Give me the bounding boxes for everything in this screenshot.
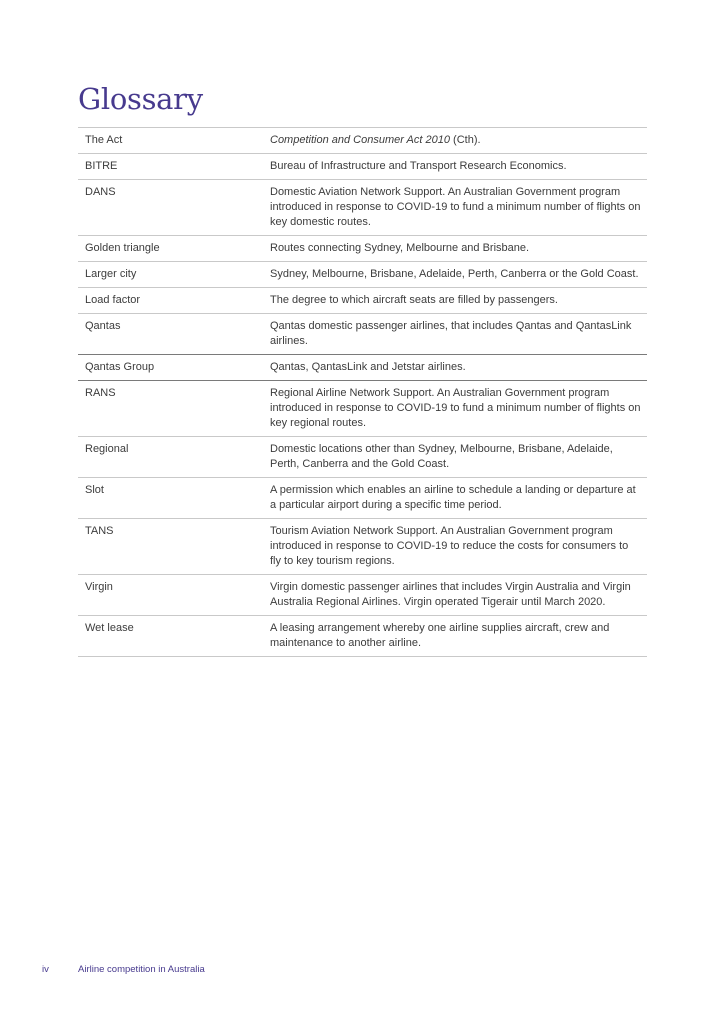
glossary-definition: Sydney, Melbourne, Brisbane, Adelaide, Perth, Canberra or the Gold Coast. — [270, 268, 639, 280]
glossary-term: DANS — [85, 186, 116, 198]
glossary-row — [78, 381, 647, 437]
glossary-row — [78, 314, 647, 355]
glossary-term: Wet lease — [85, 622, 134, 634]
glossary-row — [78, 478, 647, 519]
glossary-term: The Act — [85, 134, 123, 146]
glossary-definition: Domestic locations other than Sydney, Melbourne, Brisbane, Adelaide, Perth, Canberra and the Gold Coast. — [270, 443, 613, 470]
glossary-row — [78, 437, 647, 478]
glossary-row — [78, 236, 647, 262]
glossary-term: Larger city — [85, 268, 137, 280]
glossary-term: Qantas — [85, 320, 121, 332]
glossary-definition: A permission which enables an airline to schedule a landing or departure at a particular airport during a specific time period. — [270, 484, 636, 511]
glossary-definition: Qantas domestic passenger airlines, that includes Qantas and QantasLink airlines. — [270, 320, 632, 347]
glossary-row — [78, 575, 647, 616]
act-title: Competition and Consumer Act 2010 — [270, 134, 450, 146]
glossary-row — [78, 154, 647, 180]
glossary-definition: Qantas, QantasLink and Jetstar airlines. — [270, 361, 466, 373]
glossary-table — [78, 127, 647, 657]
glossary-definition: Domestic Aviation Network Support. An Australian Government program introduced in response to COVID-19 to fund a minimum number of flights on key domestic routes. — [270, 186, 641, 228]
glossary-term: Virgin — [85, 581, 113, 593]
glossary-term: RANS — [85, 387, 116, 399]
page-number: iv — [42, 964, 49, 975]
glossary-definition: Routes connecting Sydney, Melbourne and Brisbane. — [270, 242, 530, 254]
glossary-term: Slot — [85, 484, 104, 496]
glossary-definition — [270, 133, 647, 148]
glossary-term: BITRE — [85, 160, 118, 172]
glossary-definition: The degree to which aircraft seats are filled by passengers. — [270, 294, 558, 306]
glossary-definition: A leasing arrangement whereby one airline supplies aircraft, crew and maintenance to another airline. — [270, 622, 610, 649]
act-suffix: (Cth). — [449, 134, 481, 146]
glossary-row — [78, 616, 647, 657]
page-footer — [42, 963, 205, 977]
glossary-term: TANS — [85, 525, 114, 537]
glossary-row — [78, 128, 647, 154]
glossary-definition: Bureau of Infrastructure and Transport Research Economics. — [270, 160, 567, 172]
glossary-row — [78, 180, 647, 236]
glossary-row — [78, 288, 647, 314]
page-title: Glossary — [78, 82, 203, 116]
glossary-row — [78, 262, 647, 288]
glossary-definition: Virgin domestic passenger airlines that includes Virgin Australia and Virgin Australia Regional Airlines. Virgin operated Tigerair until March 2020. — [270, 581, 631, 608]
glossary-definition: Tourism Aviation Network Support. An Australian Government program introduced in response to COVID-19 to reduce the costs for consumers to fly to key tourism regions. — [270, 525, 629, 567]
glossary-definition: Regional Airline Network Support. An Australian Government program introduced in response to COVID-19 to fund a minimum number of flights on key regional routes. — [270, 387, 641, 429]
glossary-term: Qantas Group — [85, 361, 155, 373]
running-title: Airline competition in Australia — [78, 964, 205, 975]
glossary-term: Load factor — [85, 294, 141, 306]
glossary-row — [78, 355, 647, 381]
glossary-term: Regional — [85, 443, 129, 455]
glossary-term: Golden triangle — [85, 242, 160, 254]
glossary-row — [78, 519, 647, 575]
